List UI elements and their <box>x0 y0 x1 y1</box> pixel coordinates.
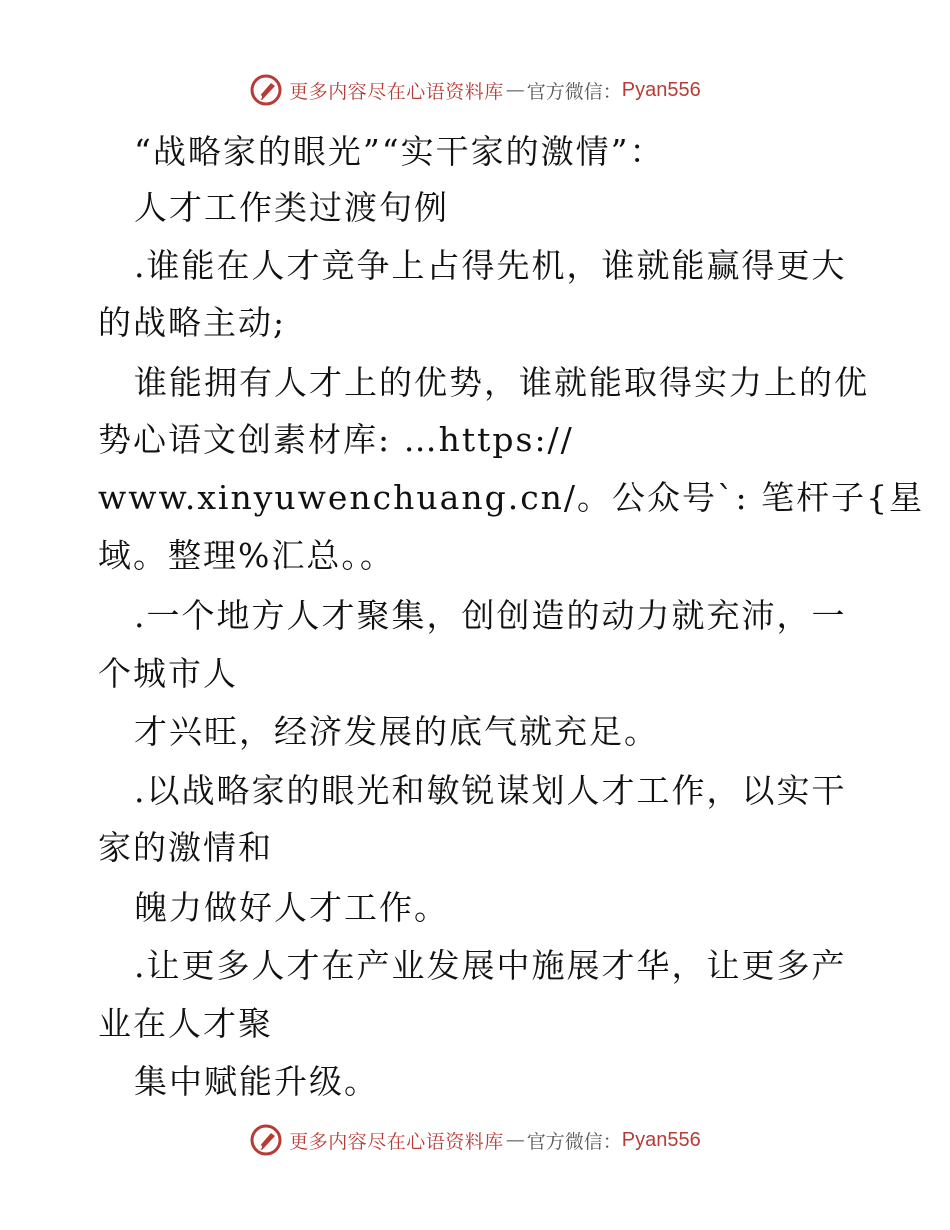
text-line: 势心语文创素材库: …https:// <box>98 420 574 459</box>
text-line: .一个地方人才聚集，创创造的动力就充沛，一 <box>134 596 847 635</box>
text-line: 家的激情和 <box>98 828 273 867</box>
text-line: 个城市人 <box>98 654 238 693</box>
text-line: 域。整理%汇总。。 <box>98 536 395 575</box>
text-line: 的战略主动; <box>98 303 287 342</box>
header-wechat-id: Pyan556 <box>621 78 701 101</box>
footer-banner-separator: — <box>505 1129 525 1151</box>
document-title: “战略家的眼光”“实干家的激情”： <box>134 132 665 171</box>
text-line: .以战略家的眼光和敏锐谋划人才工作，以实干 <box>134 771 847 810</box>
text-line: www.xinyuwenchuang.cn/。公众号`: 笔杆子{星 <box>98 478 925 517</box>
text-line: 业在人才聚 <box>98 1004 273 1043</box>
pen-logo-icon <box>249 73 283 107</box>
text-line: .谁能在人才竞争上占得先机，谁就能赢得更大 <box>134 246 847 285</box>
text-line: 谁能拥有人才上的优势，谁就能取得实力上的优 <box>134 363 869 402</box>
header-banner <box>0 70 950 110</box>
text-line: .让更多人才在产业发展中施展才华，让更多产 <box>134 946 847 985</box>
text-line: 集中赋能升级。 <box>134 1062 379 1101</box>
footer-wechat-label: 官方微信： <box>526 1130 622 1153</box>
document-subtitle: 人才工作类过渡句例 <box>134 188 449 227</box>
text-line: 魄力做好人才工作。 <box>134 888 449 927</box>
header-banner-text: 更多内容尽在心语资料库 <box>289 80 504 103</box>
text-line: 才兴旺，经济发展的底气就充足。 <box>134 712 659 751</box>
header-banner-separator: — <box>505 79 525 101</box>
footer-banner <box>0 1120 950 1160</box>
footer-banner-text: 更多内容尽在心语资料库 <box>289 1130 504 1153</box>
pen-logo-icon <box>249 1123 283 1157</box>
header-wechat-label: 官方微信： <box>526 80 622 103</box>
footer-wechat-id: Pyan556 <box>621 1128 701 1151</box>
